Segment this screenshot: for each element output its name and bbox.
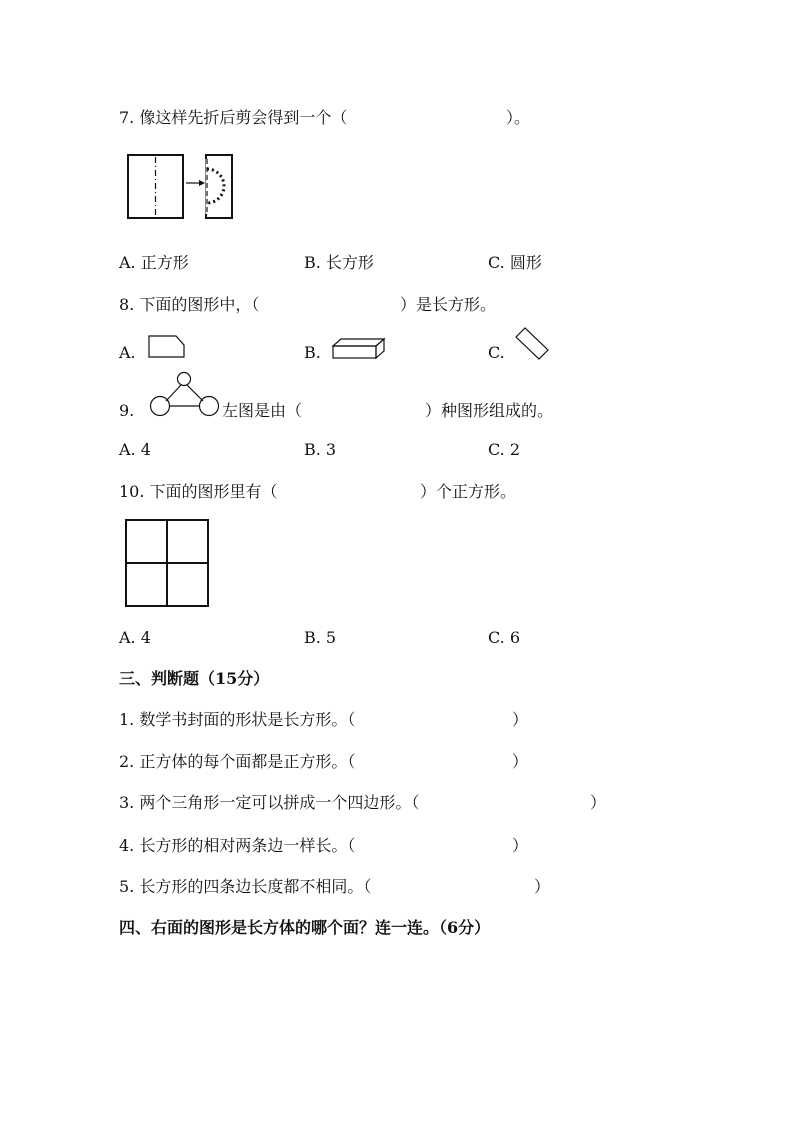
q9-option-b: B. 3 bbox=[304, 440, 337, 459]
fold-cut-diagram bbox=[126, 153, 236, 221]
q8-close: ）是长方形。 bbox=[400, 295, 497, 314]
q8-option-c: C. bbox=[488, 343, 505, 362]
judge-item-4-close: ） bbox=[512, 836, 529, 855]
q8-text: 8. 下面的图形中，（ bbox=[119, 295, 260, 314]
q9-number: 9. bbox=[119, 401, 135, 420]
q10-text: 10. 下面的图形里有（ bbox=[119, 482, 278, 501]
judge-item-1: 1. 数学书封面的形状是长方形。（ bbox=[119, 710, 356, 729]
q8-option-b: B. bbox=[304, 343, 321, 362]
judge-item-4: 4. 长方形的相对两条边一样长。（ bbox=[119, 836, 356, 855]
q8-option-a: A. bbox=[119, 343, 136, 362]
q9-option-c: C. 2 bbox=[488, 440, 521, 459]
grid-squares-diagram bbox=[125, 519, 210, 608]
q7-option-a: A. 正方形 bbox=[119, 253, 189, 272]
q7-close: ）。 bbox=[506, 108, 531, 127]
cuboid-shape bbox=[332, 338, 386, 360]
section3-title: 三、判断题（15分） bbox=[119, 669, 270, 688]
circles-triangle-diagram bbox=[149, 371, 221, 417]
judge-item-3: 3. 两个三角形一定可以拼成一个四边形。（ bbox=[119, 793, 420, 812]
q10-option-a: A. 4 bbox=[119, 628, 151, 647]
judge-item-5: 5. 长方形的四条边长度都不相同。（ bbox=[119, 877, 372, 896]
q10-option-b: B. 5 bbox=[304, 628, 337, 647]
q9-close: ）种图形组成的。 bbox=[425, 401, 554, 420]
q7-option-c: C. 圆形 bbox=[488, 253, 542, 272]
q10-option-c: C. 6 bbox=[488, 628, 521, 647]
judge-item-1-close: ） bbox=[512, 710, 529, 729]
q9-option-a: A. 4 bbox=[119, 440, 151, 459]
judge-item-5-close: ） bbox=[534, 877, 551, 896]
q10-close: ）个正方形。 bbox=[420, 482, 517, 501]
judge-item-3-close: ） bbox=[590, 793, 607, 812]
judge-item-2-close: ） bbox=[512, 752, 529, 771]
judge-item-2: 2. 正方体的每个面都是正方形。（ bbox=[119, 752, 356, 771]
q9-text: 左图是由（ bbox=[222, 401, 303, 420]
q7-text: 7. 像这样先折后剪会得到一个（ bbox=[119, 108, 348, 127]
q7-option-b: B. 长方形 bbox=[304, 253, 374, 272]
pentagon-shape bbox=[148, 335, 186, 359]
section4-title: 四、右面的图形是长方体的哪个面？连一连。（6分） bbox=[119, 918, 491, 937]
tilted-rectangle-shape bbox=[514, 326, 550, 360]
